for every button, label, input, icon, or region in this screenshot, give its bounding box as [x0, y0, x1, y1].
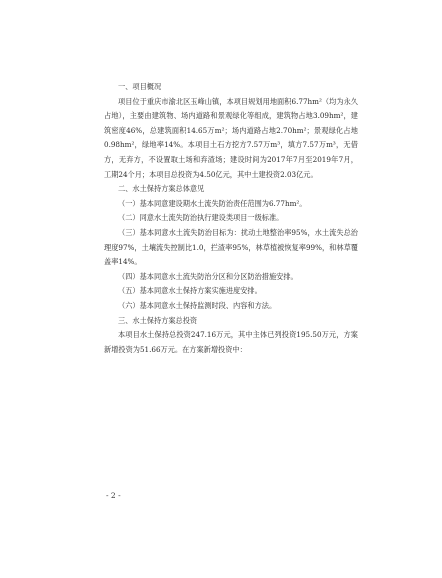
section-2-title: 二、水土保持方案总体意见: [118, 184, 205, 194]
opinion-item-5: （五）基本同意水土保持方案实施进度安排。: [118, 286, 262, 296]
opinion-item-1: （一）基本同意建设期水土流失防治责任范围为6.77hm²。: [118, 198, 307, 208]
section-3-title: 三、水土保持方案总投资: [118, 315, 198, 325]
opinion-item-2: （二）同意水土流失防治执行建设类项目一级标准。: [118, 213, 284, 223]
section-3-paragraph: 本项目水土保持总投资247.16万元，其中主体已列投资195.50万元，方案新增投资为51.66万元。在方案新增投资中：: [104, 330, 358, 354]
opinion-item-3: （三）基本同意水土流失防治目标为：扰动土地整治率95%，水土流失总治理度97%，土壤流失控制比1.0，拦渣率95%，林草植被恢复率99%，和林草覆盖率14%。: [104, 227, 358, 267]
section-1-paragraph: 项目位于重庆市渝北区玉峰山镇，本项目规划用地面积6.77hm²（均为永久占地），主要由建筑物、场内道路和景观绿化等组成，建筑物占地3.09hm²，建筑密度46%，总建筑面积14.65万m²；场内道路占地2.70hm²；景观绿化占地0.98hm²，绿地率14%。本项目土石方挖方7.57万m³，填方7.57万m³，无借方，无弃方，不设置取土场和弃渣场；建设时间为2017年7月至2019年7月，工期24个月；本项目总投资为4.50亿元，其中土建投资2.03亿元。: [104, 96, 358, 179]
opinion-item-6: （六）基本同意水土保持监测时段、内容和方法。: [118, 300, 277, 310]
opinion-item-4: （四）基本同意水土流失防治分区和分区防治措施安排。: [118, 271, 298, 281]
section-1-title: 一、项目概况: [118, 82, 162, 91]
document-body: [104, 80, 358, 357]
page-number: - 2 -: [106, 491, 121, 500]
